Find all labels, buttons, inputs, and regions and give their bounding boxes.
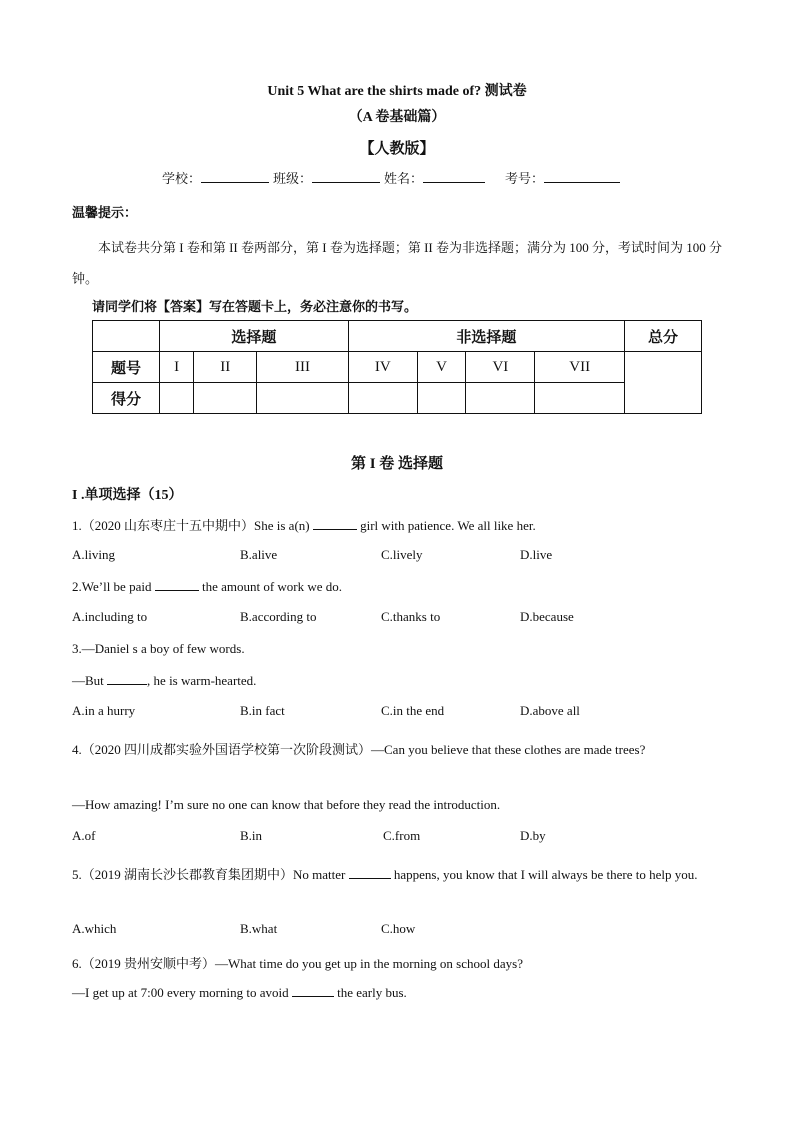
column-header: IV	[348, 352, 417, 383]
total-header: 总分	[625, 321, 702, 352]
question-text: the amount of work we do.	[198, 579, 343, 594]
question-3-stem: 3.—Daniel s a boy of few words.	[72, 641, 245, 656]
option-a[interactable]: A.which	[72, 921, 117, 936]
option-b[interactable]: B.in fact	[240, 703, 285, 718]
question-4-reply: —How amazing! I’m sure no one can know that before they read the introduction.	[72, 797, 501, 812]
question-6-stem: 6.（2019 贵州安顺中考）—What time do you get up in the morning on school days?	[72, 956, 523, 971]
answer-blank[interactable]	[313, 517, 357, 530]
total-score-cell[interactable]	[625, 352, 702, 414]
option-c[interactable]: C.lively	[381, 547, 423, 562]
option-c[interactable]: C.in the end	[381, 703, 445, 718]
option-a[interactable]: A.in a hurry	[72, 703, 136, 718]
question-text: —I get up at 7:00 every morning to avoid	[72, 985, 292, 1000]
score-table-header-row	[93, 321, 702, 352]
score-cell[interactable]	[160, 383, 194, 414]
score-row-label: 得分	[93, 383, 160, 414]
nonchoice-group-header: 非选择题	[348, 321, 624, 352]
answer-notice: 请同学们将【答案】写在答题卡上，务必注意你的书写。	[92, 299, 418, 314]
exam-edition: 【人教版】	[359, 141, 435, 157]
exam-no-blank[interactable]	[544, 170, 620, 183]
option-d[interactable]: D.by	[520, 828, 546, 843]
column-header: I	[160, 352, 194, 383]
question-3-reply	[72, 672, 256, 689]
choice-group-header: 选择题	[160, 321, 349, 352]
column-header: VI	[466, 352, 535, 383]
option-c[interactable]: C.how	[381, 921, 416, 936]
column-header: VII	[535, 352, 625, 383]
score-cell[interactable]	[466, 383, 535, 414]
question-2-stem	[72, 578, 342, 595]
option-b[interactable]: B.according to	[240, 609, 317, 624]
answer-blank[interactable]	[349, 866, 391, 879]
question-text: 2.We’ll be paid	[72, 579, 155, 594]
score-cell[interactable]	[535, 383, 625, 414]
option-c[interactable]: C.from	[383, 828, 421, 843]
question-text: —But	[72, 673, 108, 688]
answer-blank[interactable]	[155, 578, 199, 591]
column-header: V	[417, 352, 466, 383]
section-title: 第 I 卷 选择题	[350, 456, 444, 472]
student-info-row	[162, 168, 682, 187]
score-cell[interactable]	[348, 383, 417, 414]
question-1-stem	[72, 515, 536, 534]
option-b[interactable]: B.what	[240, 921, 278, 936]
option-b[interactable]: B.in	[240, 828, 263, 843]
question-4-stem: 4.（2020 四川成都实验外国语学校第一次阶段测试）—Can you believe that these clothes are made trees?	[72, 742, 646, 757]
question-5-stem	[72, 859, 722, 890]
score-cell[interactable]	[257, 383, 349, 414]
school-label: 学校：	[162, 171, 202, 186]
question-text: 5.（2019 湖南长沙长郡教育集团期中）No matter	[72, 867, 349, 882]
exam-subtitle: （A 卷基础篇）	[348, 110, 446, 125]
question-text: happens, you know that I will always be there to help you.	[390, 867, 698, 882]
exam-title: Unit 5 What are the shirts made of? 测试卷	[267, 84, 527, 99]
score-table-score-row	[93, 383, 702, 414]
class-label: 班级：	[273, 171, 313, 186]
option-d[interactable]: D.because	[520, 609, 574, 624]
number-row-label: 题号	[93, 352, 160, 383]
score-cell[interactable]	[417, 383, 466, 414]
option-d[interactable]: D.above all	[520, 703, 580, 718]
column-header: III	[257, 352, 349, 383]
question-text: 1.（2020 山东枣庄十五中期中）She is a(n)	[72, 518, 313, 533]
question-text: , he is warm-hearted.	[147, 673, 257, 688]
answer-blank[interactable]	[292, 984, 334, 997]
exam-no-label: 考号：	[505, 171, 545, 186]
question-6-reply	[72, 984, 407, 1001]
answer-blank[interactable]	[107, 672, 147, 685]
option-a[interactable]: A.living	[72, 547, 115, 562]
score-cell[interactable]	[194, 383, 257, 414]
name-blank[interactable]	[423, 170, 485, 183]
option-a[interactable]: A.including to	[72, 609, 148, 624]
part-title: I .单项选择（15）	[72, 488, 183, 503]
score-table-number-row	[93, 352, 702, 383]
option-d[interactable]: D.live	[520, 547, 553, 562]
option-b[interactable]: B.alive	[240, 547, 278, 562]
school-blank[interactable]	[201, 170, 269, 183]
corner-cell	[93, 321, 160, 352]
tips-heading: 温馨提示：	[72, 205, 138, 220]
name-label: 姓名：	[384, 171, 424, 186]
question-text: the early bus.	[333, 985, 407, 1000]
question-text: girl with patience. We all like her.	[356, 518, 536, 533]
class-blank[interactable]	[312, 170, 380, 183]
column-header: II	[194, 352, 257, 383]
score-table	[92, 320, 702, 414]
option-c[interactable]: C.thanks to	[381, 609, 441, 624]
tips-body: 本试卷共分第 I 卷和第 II 卷两部分，第 I 卷为选择题；第 II 卷为非选择题；满分为 100 分，考试时间为 100 分钟。	[72, 240, 722, 286]
option-a[interactable]: A.of	[72, 828, 96, 843]
